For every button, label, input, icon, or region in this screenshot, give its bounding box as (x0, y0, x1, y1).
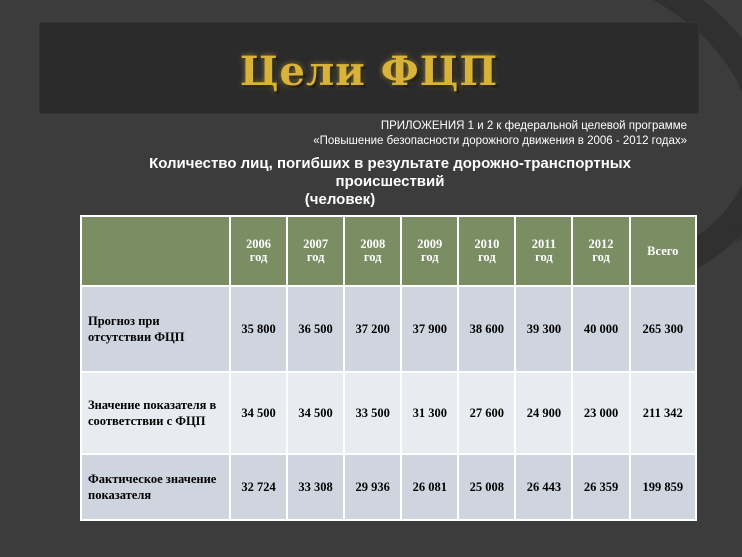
casualties-table (80, 215, 697, 521)
value-cell: 26 081 (401, 454, 458, 520)
header-year: 2012 (588, 237, 614, 251)
header-year-unit: год (363, 250, 382, 264)
row-label: Фактическое значение показателя (81, 454, 230, 520)
header-year-unit: год (478, 250, 496, 264)
header-blank-cell (81, 216, 230, 286)
table-row (81, 372, 696, 454)
header-year: 2009 (417, 237, 443, 251)
header-total-cell: Всего (630, 216, 696, 286)
row-label: Значение показателя в соответствии с ФЦП (81, 372, 230, 454)
value-cell: 26 443 (515, 454, 572, 520)
title-box (39, 22, 699, 114)
header-year-cell (230, 216, 287, 286)
value-cell: 35 800 (230, 286, 287, 372)
heading-unit: (человек) (304, 191, 376, 208)
value-cell: 37 900 (401, 286, 458, 372)
header-year-unit: год (535, 250, 553, 264)
total-cell: 211 342 (630, 372, 696, 454)
heading-line-2: происшествий (335, 173, 445, 190)
value-cell: 34 500 (287, 372, 344, 454)
value-cell: 38 600 (458, 286, 515, 372)
value-cell: 31 300 (401, 372, 458, 454)
total-cell: 265 300 (630, 286, 696, 372)
value-cell: 32 724 (230, 454, 287, 520)
value-cell: 39 300 (515, 286, 572, 372)
header-year-unit: год (592, 250, 610, 264)
table-row (81, 454, 696, 520)
slide-title: Цели ФЦП (239, 48, 499, 95)
total-cell: 199 859 (630, 454, 696, 520)
header-year-unit: год (306, 250, 325, 264)
value-cell: 36 500 (287, 286, 344, 372)
header-year-unit: год (420, 250, 439, 264)
value-cell: 29 936 (344, 454, 401, 520)
header-year-cell (458, 216, 515, 286)
value-cell: 25 008 (458, 454, 515, 520)
value-cell: 23 000 (572, 372, 629, 454)
header-year: 2011 (531, 237, 557, 251)
header-year-cell (401, 216, 458, 286)
header-year-cell (287, 216, 344, 286)
table-row (81, 286, 696, 372)
value-cell: 37 200 (344, 286, 401, 372)
appendix-note (313, 119, 687, 149)
value-cell: 24 900 (515, 372, 572, 454)
value-cell: 27 600 (458, 372, 515, 454)
value-cell: 33 308 (287, 454, 344, 520)
table-header-row (81, 216, 696, 286)
value-cell: 40 000 (572, 286, 629, 372)
header-year-cell (344, 216, 401, 286)
header-year-cell (572, 216, 629, 286)
header-year: 2010 (474, 237, 500, 251)
appendix-line-2: «Повышение безопасности дорожного движения в 2006 - 2012 годах» (313, 135, 687, 147)
value-cell: 34 500 (230, 372, 287, 454)
header-year-cell (515, 216, 572, 286)
appendix-line-1: ПРИЛОЖЕНИЯ 1 и 2 к федеральной целевой программе (380, 120, 687, 132)
value-cell: 26 359 (572, 454, 629, 520)
row-label: Прогноз при отсутствии ФЦП (81, 286, 230, 372)
heading-line-1: Количество лиц, погибших в результате дорожно-транспортных (149, 155, 631, 172)
header-year: 2006 (246, 237, 272, 251)
header-year: 2008 (360, 237, 386, 251)
table-heading (110, 155, 670, 209)
header-year: 2007 (303, 237, 329, 251)
value-cell: 33 500 (344, 372, 401, 454)
header-year-unit: год (249, 250, 268, 264)
